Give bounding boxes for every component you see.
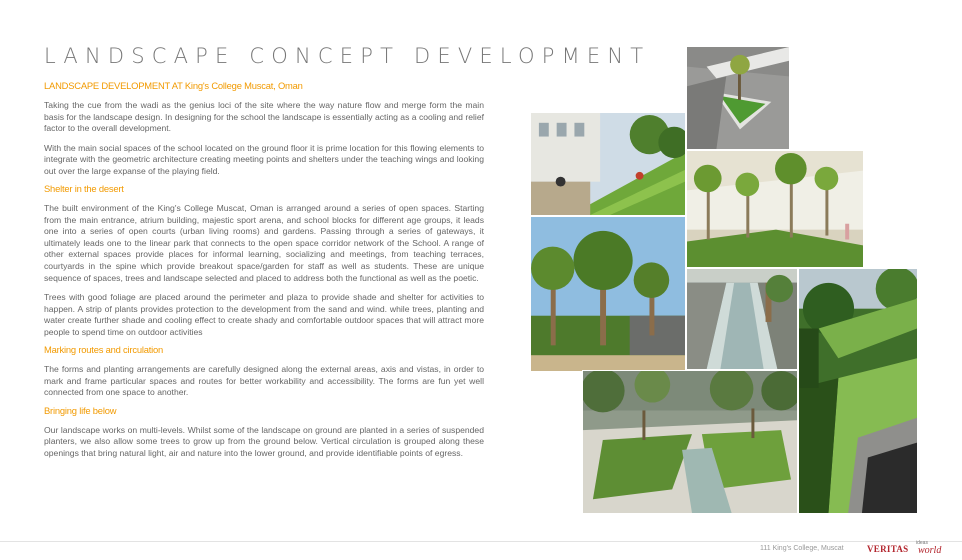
ideas-world-logo (916, 540, 956, 558)
paragraph: The forms and planting arrangements are carefully designed along the external areas, axis and vistas, in order to mark and frame particular spaces and routes for better workability and accessibility. The forms are fun yet well connected from one space to another. (44, 364, 484, 398)
logo-ideas-text: ideas (916, 540, 928, 546)
paragraph: Our landscape works on multi-levels. Whilst some of the landscape on ground are planted in a series of suspended planters, we also allow some trees to grow up from the ground below. Vertical circulation is grouped along these openings that bring natural light, air and nature into the lower ground, and provide identifiable points of egress. (44, 424, 484, 459)
page-title: LANDSCAPE CONCEPT DEVELOPMENT (44, 44, 651, 68)
photo-aerial-garden (798, 268, 918, 514)
photo-courtyard-walkway (582, 370, 798, 514)
photo-palm-trees (530, 216, 686, 372)
text-column (44, 80, 484, 468)
photo-atrium-palms (686, 150, 864, 268)
section-heading: Bringing life below (44, 404, 117, 416)
photo-plaza-planter (686, 46, 790, 150)
footer-page-label: 111 King's College, Muscat (760, 545, 844, 552)
section-heading: LANDSCAPE DEVELOPMENT AT King's College Muscat, Oman (44, 80, 303, 91)
section-heading: Shelter in the desert (44, 183, 124, 195)
paragraph: Trees with good foliage are placed around the perimeter and plaza to provide shade and shelter for activities to happen. A strip of plants provides protection to the development from the sand and wind. while trees, planting and water create further shade and cooling effect to create shady and comfortable outdoor spaces that will attract more people to spend time on outdoor activities (44, 292, 484, 337)
photo-ramp-garden (530, 112, 686, 216)
photo-water-channel (686, 268, 798, 370)
section-heading: Marking routes and circulation (44, 344, 164, 356)
paragraph: With the main social spaces of the school located on the ground floor it is prime location for this flowing elements to integrate with the geometric architecture creating meeting points and shelters under the teaching wings and looking out over the large expanse of the playing field. (44, 142, 484, 176)
paragraph: Taking the cue from the wadi as the genius loci of the site where the way nature flow and merge form the main basis for the landscape design. In designing for the school the landscape is essentially acting as a cooling and relief factor to the overall development. (44, 100, 484, 134)
footer-divider (0, 541, 962, 542)
veritas-logo: VERITAS (867, 544, 909, 554)
paragraph: The built environment of the King's College Muscat, Oman is arranged around a series of open spaces. Starting from the main entrance, atrium building, majestic sport arena, and school blocks for different age groups, it leads one into a series of open courts (urban living rooms) and gardens. Passing through a series of gateways, it ultimately leads one to the linear park that connects to the open space corridor network of the School. A range of other external spaces provide places for informal learning, socializing and meetings, from teaching terraces, courtyards in the spine which provide breakout space/garden for staff as well as students. These are unique sequence of spaces, trees and landscape selected and placed to address both the functional as well as the poetic. (44, 203, 484, 283)
logo-world-text: world (918, 545, 942, 556)
